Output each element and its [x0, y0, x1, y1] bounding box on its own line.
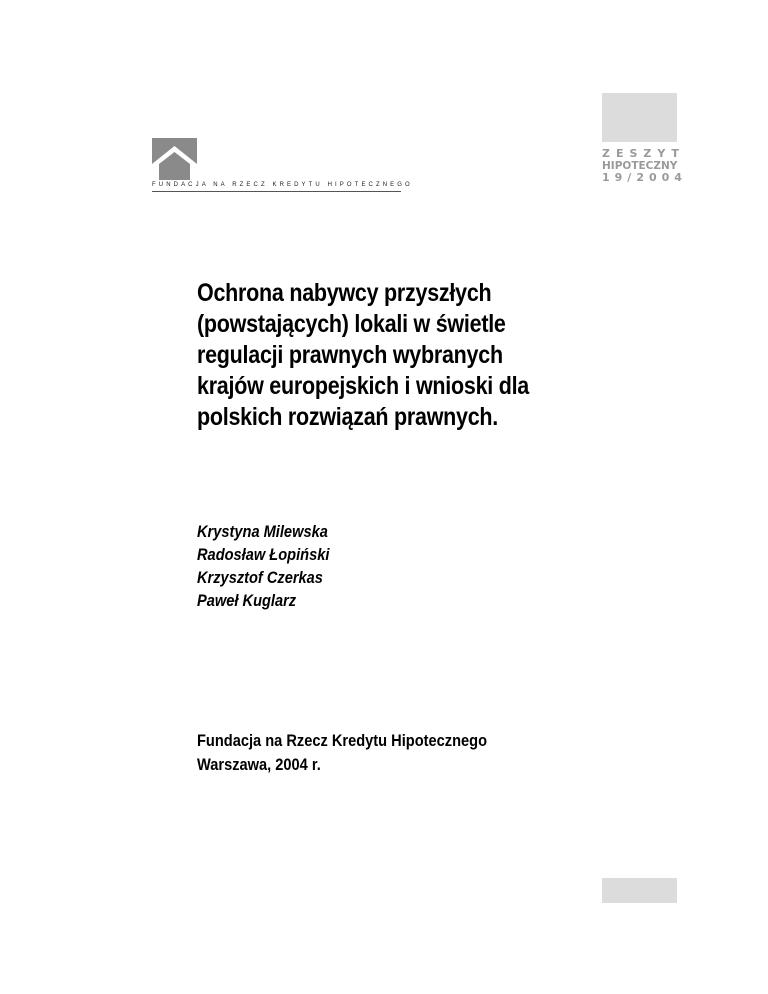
foundation-divider: [152, 191, 401, 192]
decorative-gray-block-top: [602, 93, 677, 142]
series-word: ZESZYT: [602, 147, 685, 160]
foundation-logo-icon: [152, 138, 197, 180]
title-line: polskich rozwiązań prawnych.: [197, 403, 499, 431]
publisher-block: [197, 729, 487, 777]
series-name: HIPOTECZNY: [602, 160, 678, 172]
authors-list: [197, 520, 329, 612]
document-title: [197, 278, 558, 433]
decorative-gray-block-bottom: [602, 878, 677, 903]
title-line: (powstających) lokali w świetle: [197, 310, 506, 338]
foundation-tagline: FUNDACJA NA RZECZ KREDYTU HIPOTECZNEGO: [152, 182, 413, 188]
series-label: [602, 147, 687, 184]
publisher-place-year: Warszawa, 2004 r.: [197, 755, 321, 774]
author-name: Krystyna Milewska: [197, 522, 328, 541]
author-name: Krzysztof Czerkas: [197, 568, 323, 587]
title-line: regulacji prawnych wybranych: [197, 341, 503, 369]
author-name: Paweł Kuglarz: [197, 591, 297, 610]
series-number: 19/2004: [602, 171, 687, 184]
title-line: krajów europejskich i wnioski dla: [197, 372, 530, 400]
title-line: Ochrona nabywcy przyszłych: [197, 279, 492, 307]
publisher-name: Fundacja na Rzecz Kredytu Hipotecznego: [197, 731, 488, 750]
author-name: Radosław Łopiński: [197, 545, 330, 564]
